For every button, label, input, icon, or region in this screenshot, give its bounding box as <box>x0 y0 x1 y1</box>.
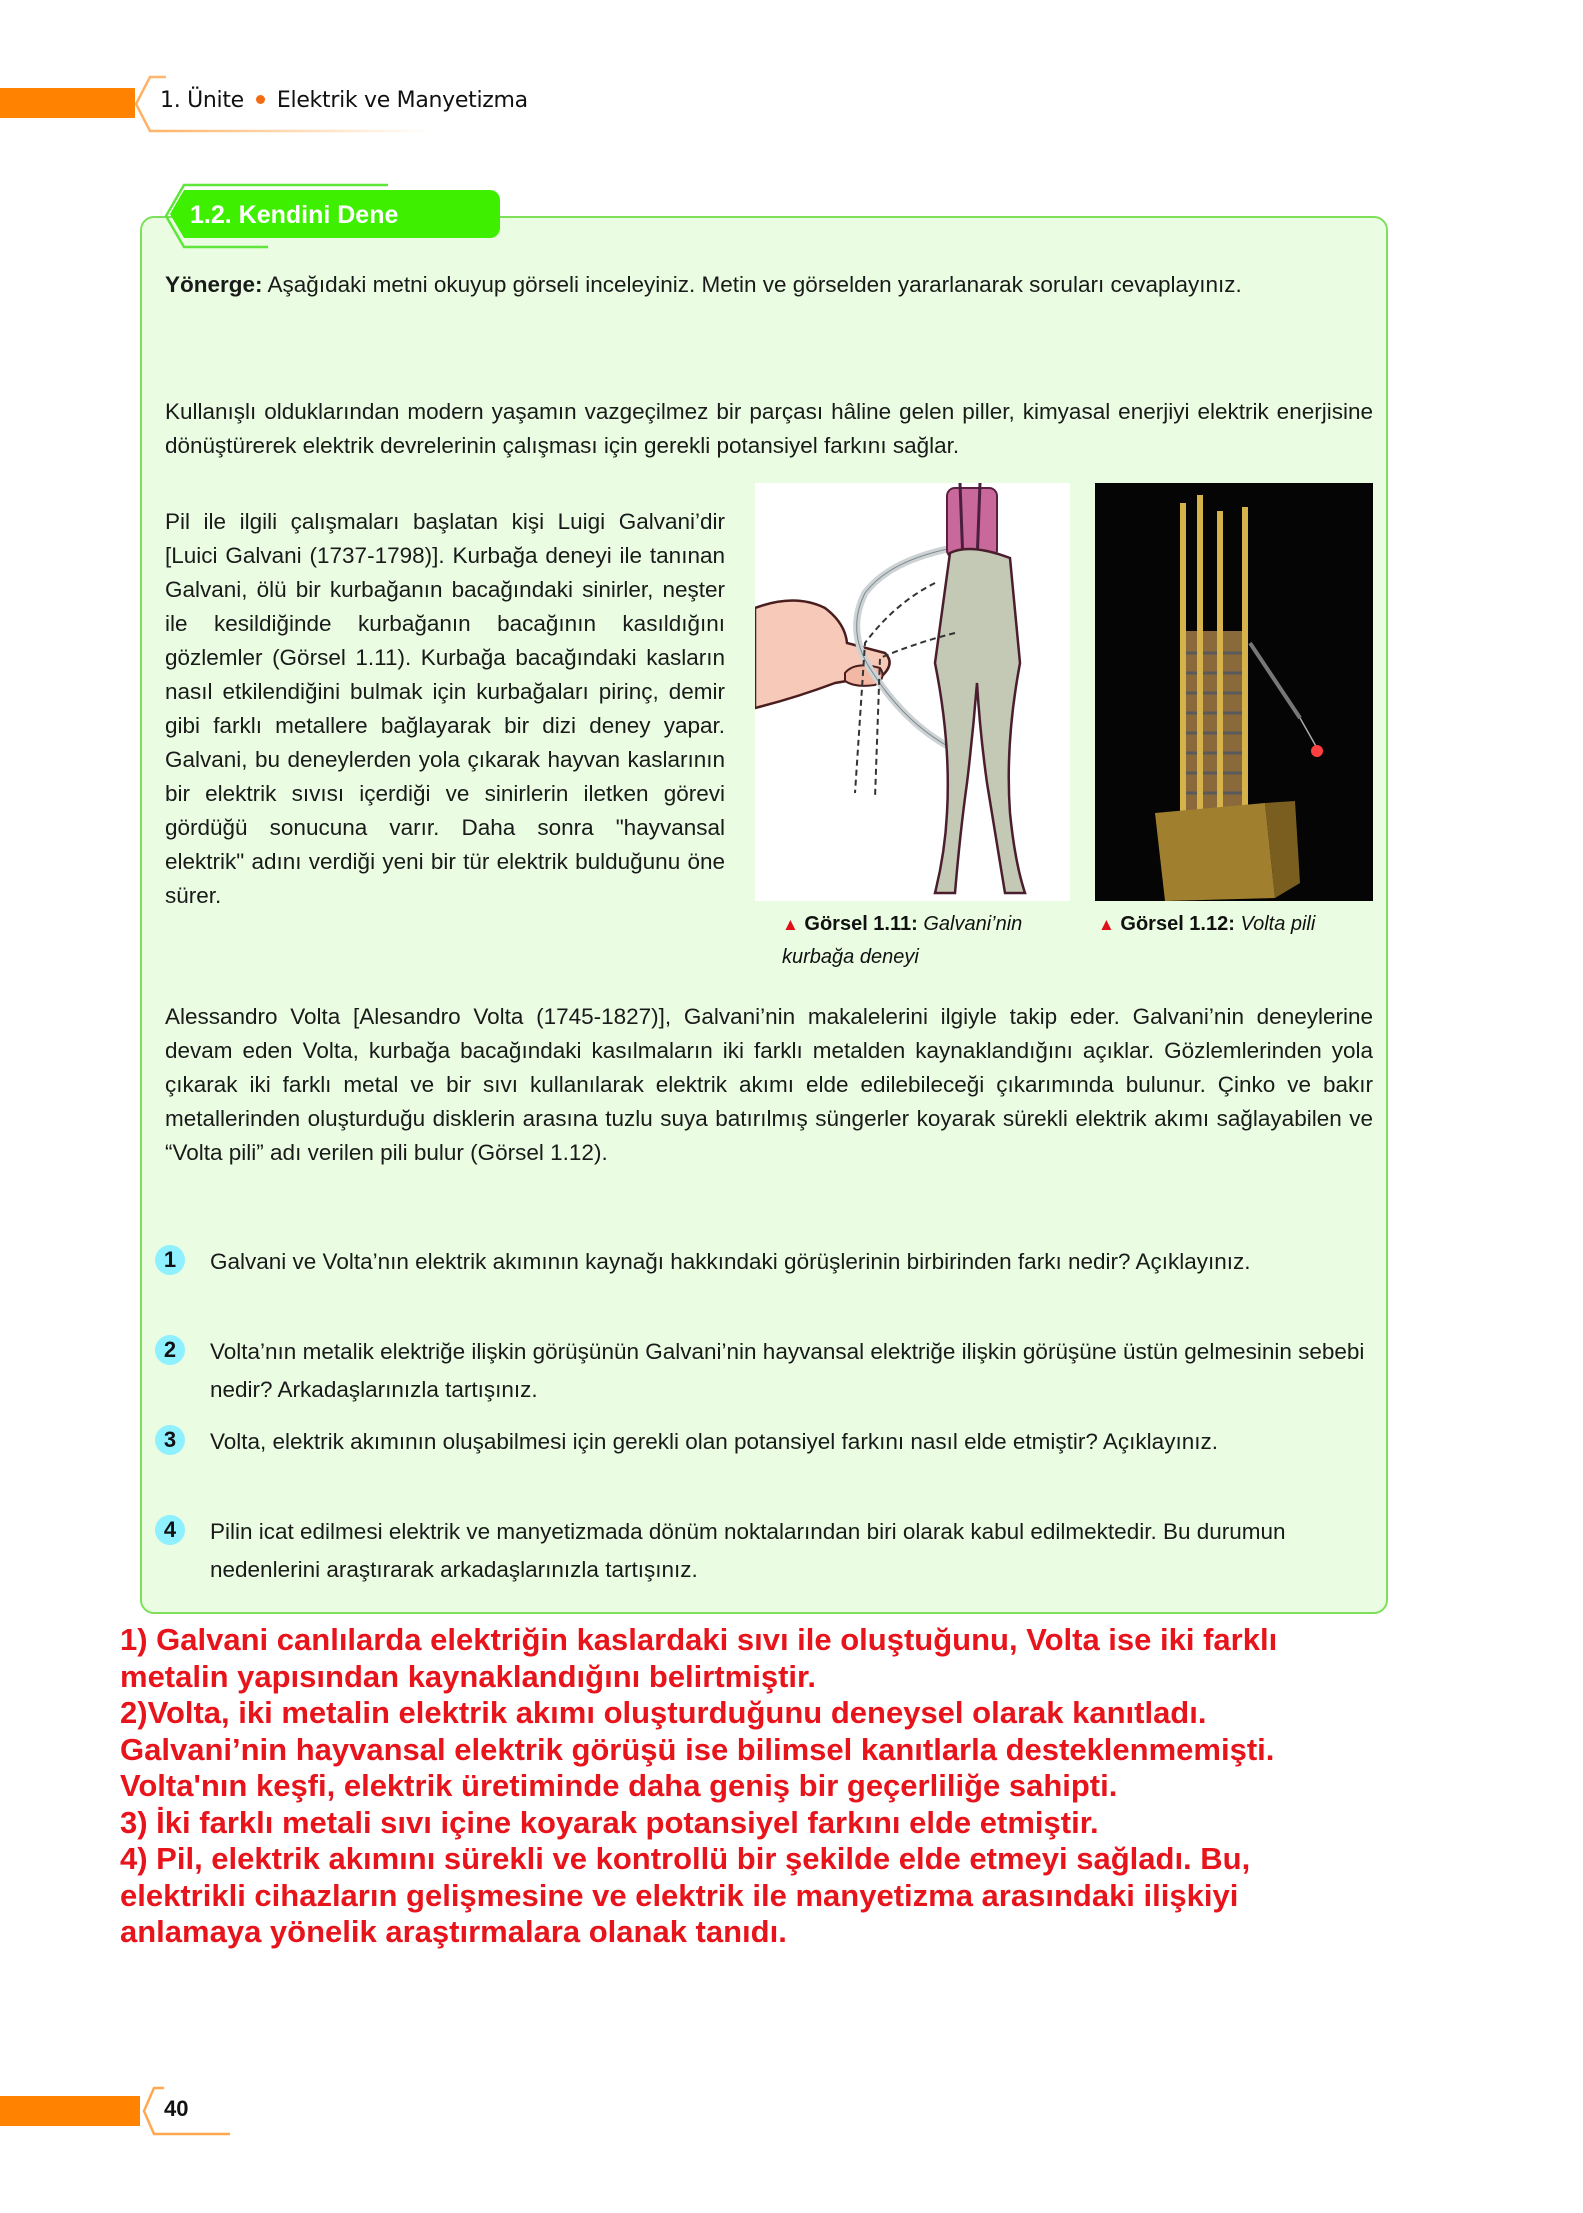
bullet-dot-icon <box>256 95 265 104</box>
footer-accent-bar <box>0 2096 140 2126</box>
answer-line: 1) Galvani canlılarda elektriğin kaslardaki sıvı ile oluştuğunu, Volta ise iki farklı <box>120 1622 1278 1657</box>
question-text: Pilin icat edilmesi elektrik ve manyetizmada dönüm noktalarından biri olarak kabul edilmektedir. Bu durumun nedenlerini araştırarak arkadaşlarınızla tartışınız. <box>210 1519 1286 1582</box>
unit-label: 1. Ünite <box>160 88 244 113</box>
galvani-paragraph: Pil ile ilgili çalışmaları başlatan kişi Luigi Galvani’dir [Luici Galvani (1737-1798)]. Kurbağa deneyi ile tanınan Galvani, ölü bir kurbağanın bacağındaki sinirler, neşter ile kesildiğinde kurbağanın bacağının kasıldığını gözlemler (Görsel 1.11). Kurbağa bacağındaki kasların nasıl etkilendiğini bulmak için kurbağaları pirinç, demir gibi farklı metallere bağlayarak bir dizi deney yapar. Galvani, bu deneylerden yola çıkarak hayvan kaslarının bir elektrik sıvısı içerdiği ve sinirlerin iletken görevi gördüğü sonucuna varır. Daha sonra "hayvansal elektrik" adını verdiği yeni bir tür elektrik bulduğunu öne sürer. <box>165 509 725 908</box>
triangle-marker-icon: ▲ <box>1098 915 1115 934</box>
instruction-label: Yönerge: <box>165 272 263 297</box>
figure-caption-text: Galvani’nin kurbağa deneyi <box>782 913 1023 968</box>
running-header <box>160 88 528 113</box>
header-accent-bar <box>0 88 135 118</box>
question-number-badge: 4 <box>155 1515 185 1545</box>
answer-line: 4) Pil, elektrik akımını sürekli ve kontrollü bir şekilde elde etmeyi sağladı. Bu, <box>120 1841 1251 1876</box>
chapter-title: Elektrik ve Manyetizma <box>276 88 528 113</box>
frog-experiment-image <box>755 483 1070 901</box>
lead-paragraph: Kullanışlı olduklarından modern yaşamın vazgeçilmez bir parçası hâline gelen piller, kimyasal enerjiyi elektrik enerjisine dönüştürerek elektrik devrelerinin çalışması için gerekli potansiyel farkını sağlar. <box>165 399 1373 458</box>
page-number: 40 <box>164 2096 189 2121</box>
answer-line: metalin yapısından kaynaklandığını belirtmiştir. <box>120 1658 816 1694</box>
answer-line: Volta'nın keşfi, elektrik üretiminde daha geniş bir geçerliliğe sahipti. <box>120 1768 1118 1803</box>
figure-caption-1-11 <box>782 908 1072 973</box>
voltaic-pile-image <box>1095 483 1373 901</box>
answer-line: 2)Volta, iki metalin elektrik akımı oluşturduğunu deneysel olarak kanıtladı. <box>120 1695 1207 1730</box>
triangle-marker-icon: ▲ <box>782 915 799 934</box>
question-number-badge: 3 <box>155 1425 185 1455</box>
figure-label: Görsel 1.11: <box>804 913 918 935</box>
answers-block <box>120 1622 1520 1951</box>
question-number-badge: 2 <box>155 1335 185 1365</box>
question-number-badge: 1 <box>155 1245 185 1275</box>
answer-line: Galvani’nin hayvansal elektrik görüşü ise bilimsel kanıtlarla desteklenmemişti. <box>120 1731 1275 1767</box>
answer-line: 3) İki farklı metali sıvı içine koyarak potansiyel farkını elde etmiştir. <box>120 1804 1099 1840</box>
question-text: Volta’nın metalik elektriğe ilişkin görüşünün Galvani’nin hayvansal elektriğe ilişkin görüşüne üstün gelmesinin sebebi nedir? Arkadaşlarınızla tartışınız. <box>210 1339 1365 1402</box>
answer-line: elektrikli cihazların gelişmesine ve elektrik ile manyetizma arasındaki ilişkiyi <box>120 1877 1239 1913</box>
figure-caption-text: Volta pili <box>1240 913 1316 935</box>
instruction <box>165 268 1373 302</box>
volta-paragraph: Alessandro Volta [Alesandro Volta (1745-1827)], Galvani’nin makalelerini ilgiyle takip eder. Galvani’nin deneylerine devam eden Volta, kurbağa bacağındaki kasılmaların iki farklı metalden kaynaklandığını açıklar. Gözlemlerinden yola çıkarak iki farklı metal ve bir sıvı kullanılarak elektrik akımı elde edilebileceği çıkarımında bulunur. Çinko ve bakır metallerinden oluşturduğu disklerin arasına tuzlu suya batırılmış süngerler koyarak sürekli elektrik akımı sağlayabilen ve “Volta pili” adı verilen pili bulur (Görsel 1.12). <box>165 1004 1373 1165</box>
question-text: Volta, elektrik akımının oluşabilmesi için gerekli olan potansiyel farkını nasıl elde etmiştir? Açıklayınız. <box>210 1429 1218 1454</box>
activity-tab-label: 1.2. Kendini Dene <box>190 201 399 229</box>
figure-caption-1-12 <box>1098 908 1388 941</box>
instruction-text: Aşağıdaki metni okuyup görseli inceleyiniz. Metin ve görselden yararlanarak soruları cevaplayınız. <box>267 272 1242 297</box>
question-text: Galvani ve Volta’nın elektrik akımının kaynağı hakkındaki görüşlerinin birbirinden farkı nedir? Açıklayınız. <box>210 1249 1251 1274</box>
figure-label: Görsel 1.12: <box>1120 913 1235 935</box>
answer-line: anlamaya yönelik araştırmalara olanak tanıdı. <box>120 1914 787 1949</box>
